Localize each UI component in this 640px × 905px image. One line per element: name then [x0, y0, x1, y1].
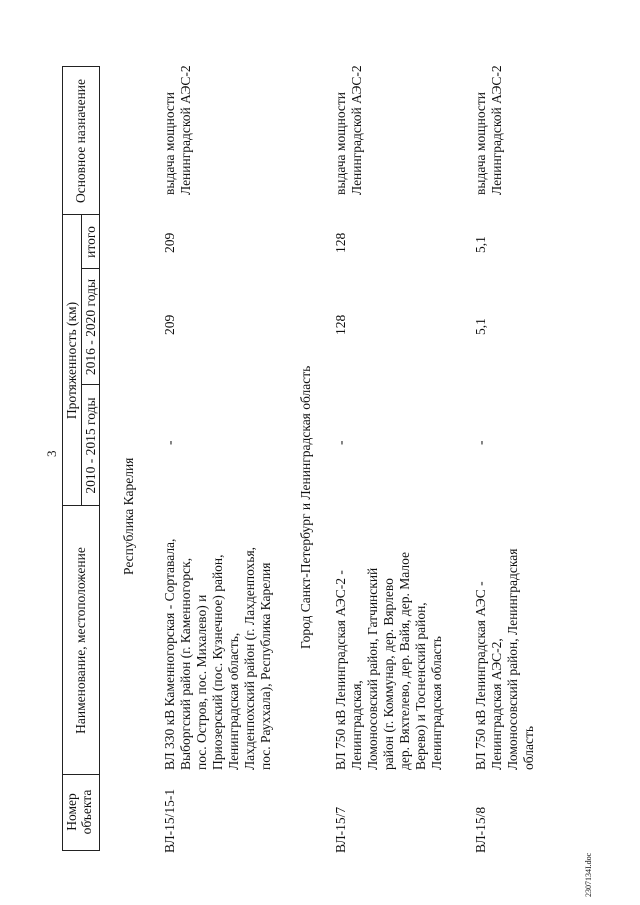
header-period-2: 2016 - 2020 годы	[83, 278, 98, 376]
object-name-line: пос. Рауххала), Республика Карелия	[258, 562, 273, 770]
purpose-line: выдача мощности	[333, 91, 348, 195]
header-left-line	[62, 850, 99, 851]
object-name-line: Ленинградская,	[349, 680, 364, 770]
length-period-1: -	[473, 440, 488, 445]
object-name-line: Ленинградская область	[429, 636, 444, 770]
object-name-line: дер. Вяхтелево, дер. Вайя, дер. Малое	[397, 551, 412, 770]
object-id: ВЛ-15/7	[333, 806, 348, 853]
purpose-line: выдача мощности	[162, 91, 177, 195]
object-name-line: Ломоносовский район, Ленинградская	[505, 548, 520, 770]
object-name-line: ВЛ 750 кВ Ленинградская АЭС -	[473, 581, 488, 770]
object-name-line: Приозерский (пос. Кузнечное) район,	[210, 554, 225, 770]
object-id: ВЛ-15/8	[473, 806, 488, 853]
length-total: 209	[162, 232, 177, 253]
header-bottom-line	[99, 66, 100, 851]
object-name-line: Верево) и Тосненский район,	[413, 602, 428, 770]
footer-filename: 2307134I.doc	[584, 852, 593, 897]
object-name-line: Ленинградская область,	[226, 632, 241, 770]
length-period-2: 5,1	[473, 318, 488, 335]
purpose-line: Ленинградской АЭС-2	[178, 65, 193, 195]
header-period-1: 2010 - 2015 годы	[83, 397, 98, 494]
length-total: 128	[333, 232, 348, 253]
section-title: Город Санкт-Петербург и Ленинградская область	[298, 365, 313, 649]
object-name-line: Ленинградская АЭС-2,	[489, 638, 504, 770]
object-name-line: ВЛ 750 кВ Ленинградская АЭС-2 -	[333, 570, 348, 770]
header-sub-line	[81, 215, 82, 506]
object-name-line: район (г. Коммунар, дер. Вярлево	[381, 578, 396, 770]
purpose-line: Ленинградской АЭС-2	[489, 65, 504, 195]
object-name-line: Выборгский район (г. Каменногорск,	[178, 557, 193, 770]
object-name-line: область	[521, 725, 536, 770]
object-name-line: Ломоносовский район, Гатчинский	[365, 567, 380, 770]
object-name-line: Лахденпохский район (г. Лахденпохья,	[242, 546, 257, 770]
header-purpose: Основное назначение	[73, 78, 88, 204]
section-title: Республика Карелия	[121, 457, 136, 575]
header-name: Наименование, местоположение	[73, 547, 88, 734]
object-id: ВЛ-15/15-1	[162, 788, 177, 853]
length-period-2: 209	[162, 314, 177, 335]
object-name-line: пос. Остров, пос. Михалево) и	[194, 594, 209, 770]
length-period-1: -	[162, 440, 177, 445]
header-top-line	[62, 66, 63, 851]
object-name-line: ВЛ 330 кВ Каменногорская - Сортавала,	[162, 538, 177, 770]
page-number: 3	[44, 450, 59, 457]
length-period-1: -	[333, 440, 348, 445]
length-period-2: 128	[333, 314, 348, 335]
header-length: Протяженность (км)	[64, 301, 79, 420]
purpose-line: выдача мощности	[473, 91, 488, 195]
header-number: Номер объекта	[64, 789, 94, 835]
header-total: итого	[83, 226, 98, 258]
purpose-line: Ленинградской АЭС-2	[349, 65, 364, 195]
length-total: 5,1	[473, 236, 488, 253]
